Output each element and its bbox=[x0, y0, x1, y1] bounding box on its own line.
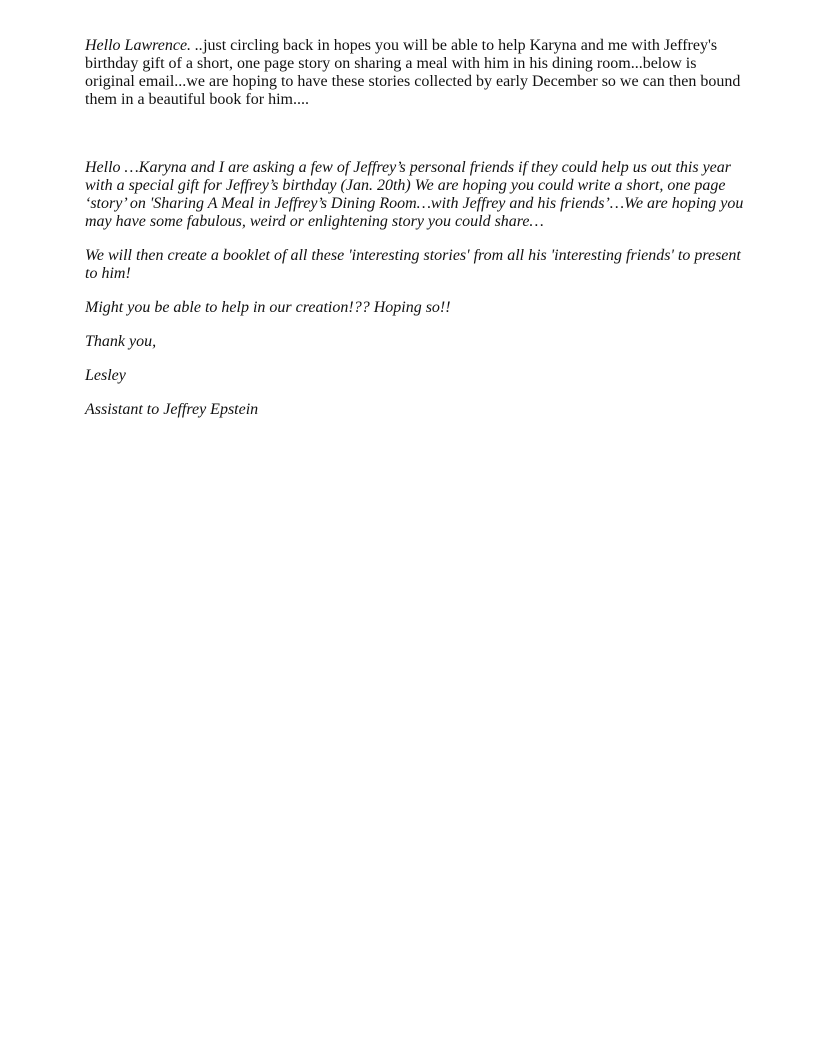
closing-line: Thank you, bbox=[85, 333, 157, 350]
original-paragraph-2: We will then create a booklet of all these 'interesting stories' from all his 'interesting friends' to present to him! bbox=[85, 247, 741, 282]
intro-greeting: Hello Lawrence. .. bbox=[85, 37, 204, 54]
signature-name: Lesley bbox=[85, 367, 126, 384]
signature-title: Assistant to Jeffrey Epstein bbox=[85, 401, 259, 418]
document-page bbox=[85, 37, 745, 435]
original-paragraph-3: Might you be able to help in our creation!?? Hoping so!! bbox=[85, 299, 451, 316]
intro-body: just circling back in hopes you will be able to help Karyna and me with Jeffrey's birthday gift of a short, one page story on sharing a meal with him in his dining room...below is original email...we are hoping to have these stories collected by early December so we can then bound them in a beautiful book for him.... bbox=[85, 37, 741, 108]
original-paragraph-1: Hello …Karyna and I are asking a few of Jeffrey’s personal friends if they could help us out this year with a special gift for Jeffrey’s birthday (Jan. 20th) We are hoping you could write a short, one page ‘story’ on 'Sharing A Meal in Jeffrey’s Dining Room…with Jeffrey and his friends’…We are hoping you may have some fabulous, weird or enlightening story you could share… bbox=[85, 159, 744, 230]
intro-paragraph bbox=[85, 37, 745, 109]
original-email bbox=[85, 159, 745, 419]
